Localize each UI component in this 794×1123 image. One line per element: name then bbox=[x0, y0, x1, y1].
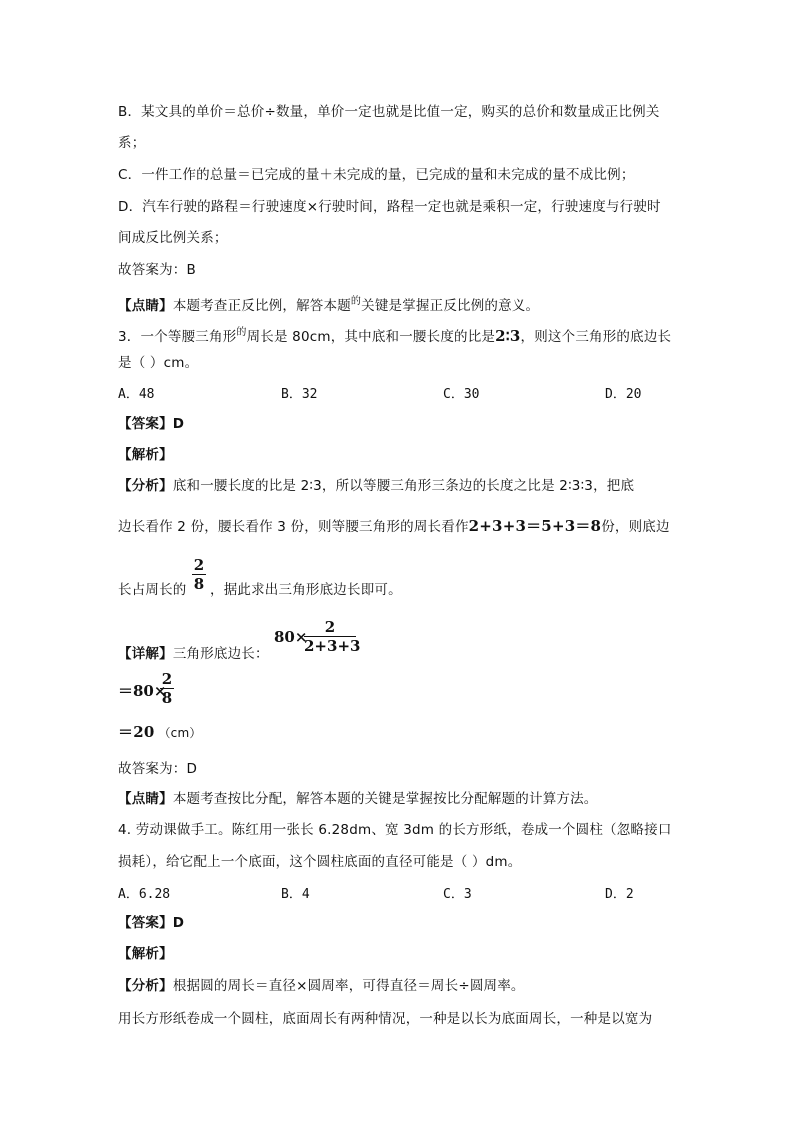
q3-stem-c: ，则这个三角形的底边长 bbox=[520, 329, 672, 345]
q3-fenxi-line1 bbox=[118, 477, 634, 495]
comment-label: 【点睛】 bbox=[118, 298, 173, 314]
option-b-text-line2: 系； bbox=[118, 135, 146, 151]
q3-option-b: B．32 bbox=[281, 387, 318, 402]
fenxi-label: 【分析】 bbox=[118, 478, 173, 494]
q3-answer-line: 故答案为：D bbox=[118, 761, 198, 777]
q4-stem-line1: 4. 劳动课做手工。陈红用一张长 6.28dm、宽 3dm 的长方形纸，卷成一个圆柱（忽略接口 bbox=[118, 822, 672, 838]
q4-answer: 【答案】D bbox=[118, 915, 185, 931]
q4-option-c: C．3 bbox=[443, 887, 472, 902]
q3-comment bbox=[118, 790, 598, 808]
expr2-fraction bbox=[160, 670, 174, 707]
q2-comment bbox=[118, 293, 539, 315]
q3-stem-small-char: 的 bbox=[236, 327, 247, 338]
q3-stem-line1 bbox=[118, 324, 671, 346]
fraction-denominator: 8 bbox=[193, 575, 205, 593]
q4-option-b: B．4 bbox=[281, 887, 310, 902]
expr1-denominator: 2+3+3 bbox=[304, 637, 361, 655]
comment-small-char: 的 bbox=[350, 296, 362, 307]
expr2-lead: ＝80× bbox=[118, 682, 167, 700]
expr1-numerator: 2 bbox=[324, 618, 336, 636]
q3-ratio: 2∶3 bbox=[495, 327, 521, 345]
q4-jiexi: 【解析】 bbox=[118, 946, 173, 962]
expr1-lead: 80× bbox=[274, 628, 308, 646]
expr-line-3 bbox=[118, 723, 202, 742]
q3-comment-text: 本题考查按比分配，解答本题的关键是掌握按比分配解题的计算方法。 bbox=[172, 791, 598, 807]
expr2-numerator: 2 bbox=[161, 670, 173, 688]
option-d-text-line1: D．汽车行驶的路程＝行驶速度×行驶时间，路程一定也就是乘积一定，行驶速度与行驶时 bbox=[118, 199, 661, 215]
q4-fenxi-label: 【分析】 bbox=[118, 978, 173, 994]
q4-stem-line2: 损耗），给它配上一个底面，这个圆柱底面的直径可能是（ ）dm。 bbox=[118, 854, 522, 870]
xiangjie-text: 三角形底边长： bbox=[172, 646, 269, 662]
q4-fenxi-line2: 用长方形纸卷成一个圆柱，底面周长有两种情况，一种是以长为底面周长，一种是以宽为 bbox=[118, 1011, 653, 1027]
fenxi-text-2b: 份，则底边 bbox=[601, 519, 670, 535]
q4-option-d: D．2 bbox=[605, 887, 634, 902]
q4-option-a: A．6.28 bbox=[118, 887, 171, 902]
q3-option-a: A．48 bbox=[118, 387, 155, 402]
q2-answer-line: 故答案为：B bbox=[118, 262, 196, 278]
xiangjie-label: 【详解】 bbox=[118, 646, 173, 662]
q3-stem-b: 周长是 80cm，其中底和一腰长度的比是 bbox=[246, 329, 496, 345]
expr1-fraction bbox=[304, 618, 361, 655]
q3-answer: 【答案】D bbox=[118, 416, 185, 432]
q4-fenxi-line1 bbox=[118, 977, 525, 995]
fraction-numerator: 2 bbox=[193, 556, 205, 574]
q3-option-c: C．30 bbox=[443, 387, 480, 402]
q3-fenxi-line3-a: 长占周长的 bbox=[118, 582, 187, 598]
q3-stem-a: 3．一个等腰三角形 bbox=[118, 329, 237, 345]
q3-comment-label: 【点睛】 bbox=[118, 791, 173, 807]
q3-xiangjie bbox=[118, 645, 269, 663]
q4-fenxi-text-1: 根据圆的周长＝直径×圆周率，可得直径＝周长÷圆周率。 bbox=[172, 978, 525, 994]
option-c-text: C．一件工作的总量＝已完成的量＋未完成的量，已完成的量和未完成的量不成比例； bbox=[118, 167, 635, 183]
q3-fenxi-line3-b: ，据此求出三角形底边长即可。 bbox=[210, 582, 402, 598]
fraction-2-over-8 bbox=[192, 556, 206, 593]
option-d-text-line2: 间成反比例关系； bbox=[118, 230, 228, 246]
fenxi-text-2a: 边长看作 2 份，腰长看作 3 份，则等腰三角形的周长看作 bbox=[118, 519, 469, 535]
comment-text-a: 本题考查正反比例，解答本题 bbox=[172, 298, 351, 314]
fenxi-text-1: 底和一腰长度的比是 2∶3，所以等腰三角形三条边的长度之比是 2∶3∶3，把底 bbox=[172, 478, 635, 494]
q3-stem-line2: 是（ ）cm。 bbox=[118, 355, 199, 371]
expr2-denominator: 8 bbox=[161, 689, 173, 707]
option-b-text-line1: B．某文具的单价＝总价÷数量，单价一定也就是比值一定，购买的总价和数量成正比例关 bbox=[118, 104, 660, 120]
q3-fenxi-line2 bbox=[118, 517, 670, 536]
q3-option-d: D．20 bbox=[605, 387, 642, 402]
expr3-value: ＝20 bbox=[118, 723, 155, 741]
fenxi-math: 2+3+3＝5+3＝8 bbox=[468, 517, 602, 535]
q3-jiexi: 【解析】 bbox=[118, 447, 173, 463]
comment-text-b: 关键是掌握正反比例的意义。 bbox=[361, 298, 540, 314]
expr3-unit: （cm） bbox=[158, 726, 202, 740]
